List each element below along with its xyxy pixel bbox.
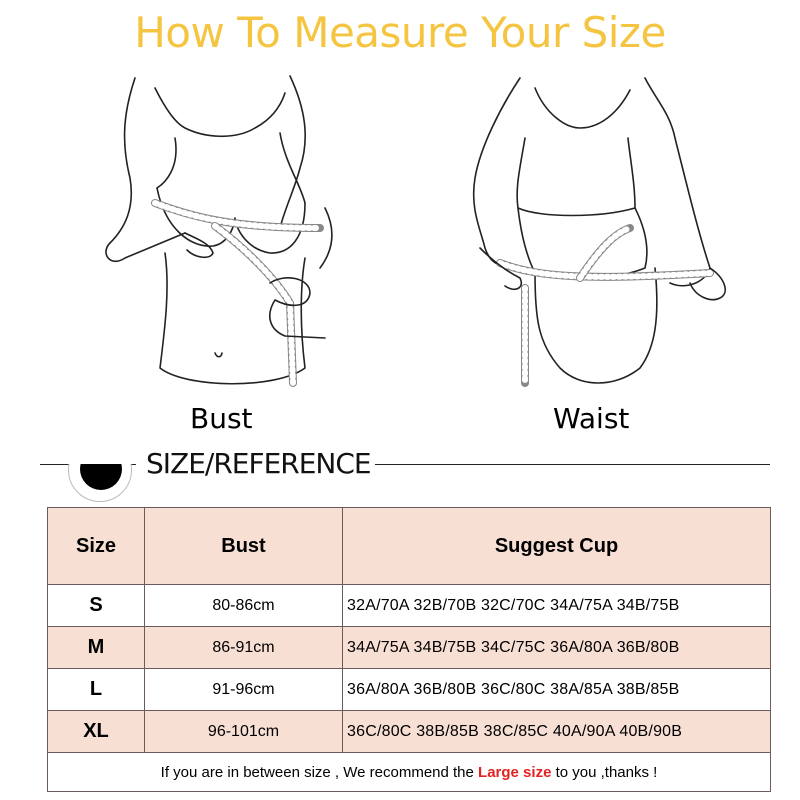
size-value: S — [48, 585, 145, 627]
table-row — [48, 669, 771, 711]
cup-value: 34A/75A 34B/75B 34C/75C 36A/80A 36B/80B — [343, 627, 771, 669]
section-divider-right — [375, 464, 770, 465]
bust-value: 96-101cm — [145, 711, 343, 753]
size-value: M — [48, 627, 145, 669]
size-value: XL — [48, 711, 145, 753]
waist-caption: Waist — [553, 402, 630, 435]
waist-measure-illustration — [440, 68, 740, 398]
bust-value: 80-86cm — [145, 585, 343, 627]
note-highlight: Large size — [478, 763, 552, 781]
bust-measure-illustration — [95, 68, 355, 398]
page-title: How To Measure Your Size — [134, 8, 666, 57]
section-title: SIZE/REFERENCE — [146, 447, 371, 480]
bust-value: 91-96cm — [145, 669, 343, 711]
header-size: Size — [48, 508, 145, 585]
bust-caption: Bust — [190, 402, 253, 435]
table-row — [48, 627, 771, 669]
header-bust: Bust — [145, 508, 343, 585]
note-text-after: to you ,thanks ! — [551, 763, 658, 781]
table-note-row — [48, 753, 771, 792]
size-reference-table — [47, 507, 771, 792]
size-note — [48, 753, 771, 792]
header-suggest-cup: Suggest Cup — [343, 508, 771, 585]
table-row — [48, 711, 771, 753]
bust-value: 86-91cm — [145, 627, 343, 669]
cup-value: 36A/80A 36B/80B 36C/80C 38A/85A 38B/85B — [343, 669, 771, 711]
note-text-before: If you are in between size , We recommend the — [160, 763, 479, 781]
table-header-row — [48, 508, 771, 585]
table-row — [48, 585, 771, 627]
cup-value: 32A/70A 32B/70B 32C/70C 34A/75A 34B/75B — [343, 585, 771, 627]
size-value: L — [48, 669, 145, 711]
cup-value: 36C/80C 38B/85B 38C/85C 40A/90A 40B/90B — [343, 711, 771, 753]
